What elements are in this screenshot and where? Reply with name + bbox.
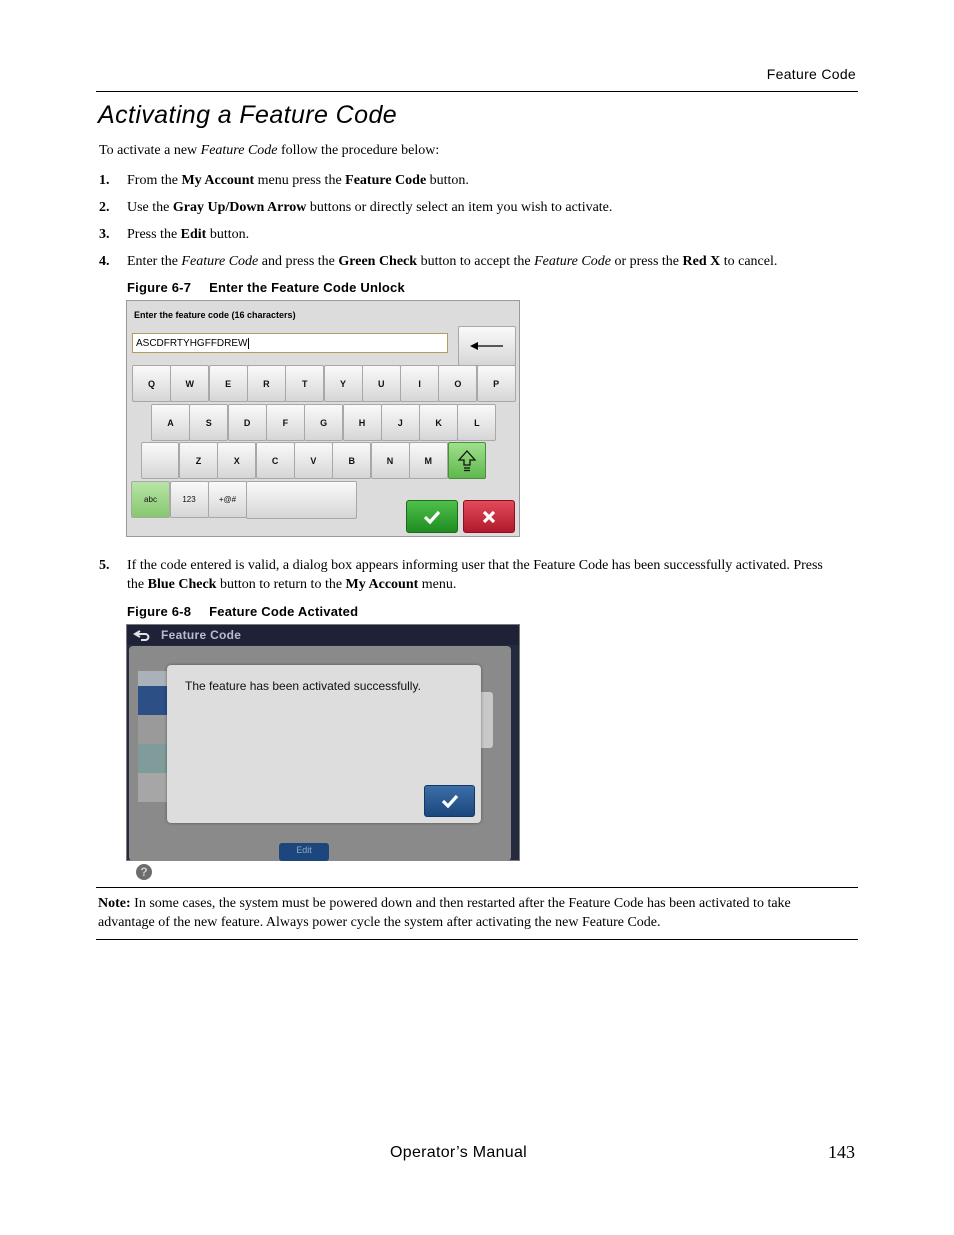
header-rule (96, 91, 858, 92)
feature-code-input[interactable] (132, 333, 448, 353)
key-x[interactable]: X (217, 442, 256, 479)
note-block (98, 894, 838, 932)
key-b[interactable]: B (332, 442, 371, 479)
shift-key[interactable] (448, 442, 486, 479)
key-t[interactable]: T (285, 365, 324, 402)
step-text-run: menu. (418, 577, 457, 592)
step-text (127, 556, 839, 594)
key-s[interactable]: S (189, 404, 228, 441)
figure-6-7-caption (127, 280, 405, 295)
step-text-run: Feature Code (181, 254, 259, 269)
text-caret (248, 338, 249, 349)
back-arrow-icon[interactable] (133, 629, 153, 641)
check-icon (423, 510, 441, 524)
note-text: In some cases, the system must be powered down and then restarted after the Feature Code has been activated to take advantage of the new feature. Always power cycle the system after activating the new Feature Code. (98, 896, 791, 930)
key-h[interactable]: H (343, 404, 382, 441)
step-text-run: and press the (258, 254, 339, 269)
key-l[interactable]: L (457, 404, 496, 441)
key-f[interactable]: F (266, 404, 305, 441)
step-text-run: Red X (682, 254, 721, 269)
step-text-run: buttons or directly select an item you wish to activate. (306, 200, 613, 215)
step-number: 2. (99, 200, 110, 215)
step-2 (99, 198, 839, 217)
intro-text: To activate a new (99, 143, 201, 158)
step-text (127, 252, 839, 271)
step-text-run: menu press the (254, 173, 346, 188)
screen-title: Feature Code (161, 628, 242, 642)
step-number: 5. (99, 558, 110, 573)
key-e[interactable]: E (209, 365, 248, 402)
step-text-run: Blue Check (147, 577, 217, 592)
check-icon (441, 794, 459, 808)
section-title: Activating a Feature Code (98, 101, 398, 129)
shift-arrow-icon (458, 450, 476, 472)
intro-italic: Feature Code (200, 143, 278, 158)
step-text (127, 225, 839, 244)
note-bottom-rule (96, 939, 858, 940)
key-m[interactable]: M (409, 442, 448, 479)
step-text-run: Feature Code (345, 173, 427, 188)
key-z[interactable]: Z (179, 442, 218, 479)
step-text-run: button to return to the (216, 577, 346, 592)
list-item[interactable] (138, 744, 170, 773)
step-text-run: Green Check (338, 254, 418, 269)
list-item[interactable] (138, 773, 170, 802)
key-y[interactable]: Y (324, 365, 363, 402)
step-text-run: Press the (127, 227, 181, 242)
symbol-mode-key[interactable]: +@# (208, 481, 247, 518)
list-item[interactable] (138, 686, 170, 715)
step-text (127, 198, 839, 217)
intro-paragraph (99, 143, 439, 159)
step-text-run: button to accept the (417, 254, 535, 269)
step-text-run: My Account (345, 577, 419, 592)
blank-key[interactable] (141, 442, 179, 479)
blue-check-button[interactable] (424, 785, 475, 817)
footer-manual-title: Operator’s Manual (390, 1144, 528, 1161)
step-text-run: Use the (127, 200, 173, 215)
keyboard-prompt: Enter the feature code (16 characters) (134, 310, 296, 320)
key-u[interactable]: U (362, 365, 401, 402)
numeric-mode-key[interactable]: 123 (170, 481, 209, 518)
running-header: Feature Code (766, 66, 856, 82)
step-text-run: If the code entered is valid, a dialog box appears informing user that the Feature Code has been successfully activated. Press the (127, 558, 823, 592)
step-3 (99, 225, 839, 244)
step-number: 1. (99, 173, 110, 188)
edit-button[interactable]: Edit (279, 843, 329, 861)
step-text-run: button. (426, 173, 469, 188)
backspace-arrow-icon (470, 341, 504, 351)
note-top-rule (96, 887, 858, 888)
step-5 (99, 556, 839, 594)
step-text-run: to cancel. (720, 254, 778, 269)
key-v[interactable]: V (294, 442, 333, 479)
step-4 (99, 252, 839, 271)
space-key[interactable] (246, 481, 357, 519)
step-text-run: Enter the (127, 254, 182, 269)
step-text-run: button. (206, 227, 250, 242)
list-item[interactable] (138, 715, 170, 744)
figure-6-8-caption (127, 604, 358, 619)
figure-title: Feature Code Activated (209, 604, 359, 619)
green-check-button[interactable] (406, 500, 458, 533)
key-r[interactable]: R (247, 365, 286, 402)
figure-title: Enter the Feature Code Unlock (209, 280, 405, 295)
key-o[interactable]: O (438, 365, 477, 402)
step-number: 4. (99, 254, 110, 269)
key-i[interactable]: I (400, 365, 439, 402)
note-label: Note: (98, 896, 131, 911)
feature-code-activated-screen (126, 624, 520, 879)
key-g[interactable]: G (304, 404, 343, 441)
step-number: 3. (99, 227, 110, 242)
step-text (127, 171, 839, 190)
help-icon[interactable]: ? (136, 864, 152, 880)
input-value: ASCDFRTYHGFFDREW (136, 338, 248, 349)
figure-number: Figure 6-8 (127, 604, 192, 619)
step-text-run: From the (127, 173, 182, 188)
feature-code-keyboard (126, 300, 520, 537)
page-number: 143 (828, 1142, 855, 1162)
close-icon (482, 510, 496, 524)
key-p[interactable]: P (477, 365, 516, 402)
abc-mode-key[interactable]: abc (131, 481, 170, 518)
key-d[interactable]: D (228, 404, 267, 441)
step-text-run: My Account (181, 173, 255, 188)
intro-text-end: follow the procedure below: (277, 143, 440, 158)
backspace-key[interactable] (458, 326, 516, 366)
step-1 (99, 171, 839, 190)
dialog-message: The feature has been activated successfully. (185, 679, 421, 693)
step-text-run: Feature Code (534, 254, 611, 269)
red-x-button[interactable] (463, 500, 515, 533)
success-dialog (167, 665, 481, 823)
key-j[interactable]: J (381, 404, 420, 441)
step-text-run: Edit (180, 227, 207, 242)
key-w[interactable]: W (170, 365, 209, 402)
key-k[interactable]: K (419, 404, 458, 441)
step-text-run: or press the (610, 254, 683, 269)
key-n[interactable]: N (371, 442, 410, 479)
key-q[interactable]: Q (132, 365, 171, 402)
figure-number: Figure 6-7 (127, 280, 192, 295)
key-c[interactable]: C (256, 442, 295, 479)
step-text-run: Gray Up/Down Arrow (172, 200, 307, 215)
key-a[interactable]: A (151, 404, 190, 441)
